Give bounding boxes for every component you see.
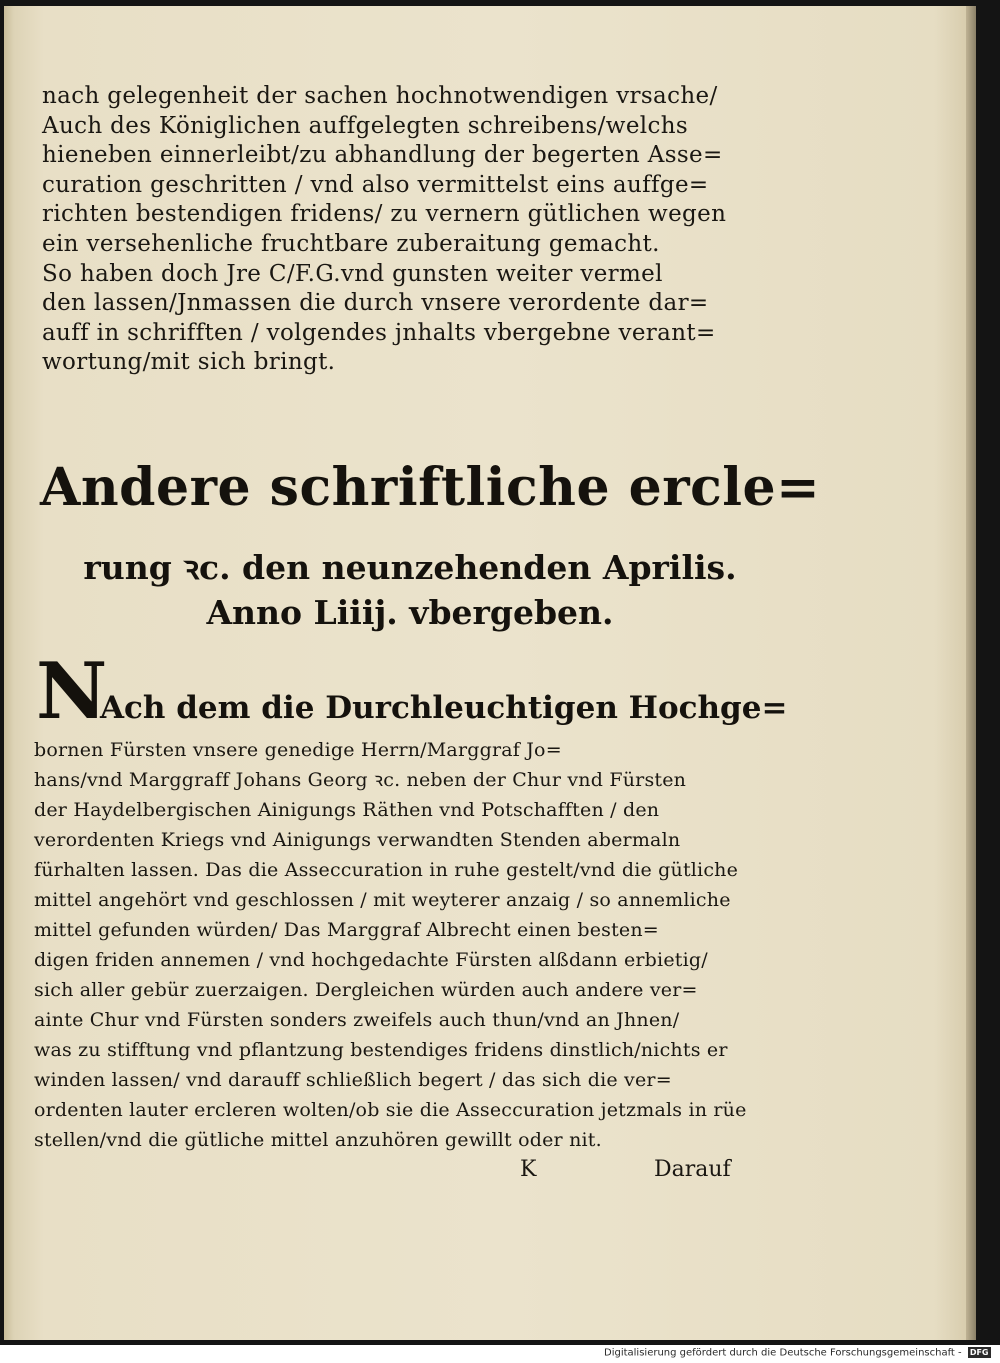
footer-text: Digitalisierung gefördert durch die Deutsche Forschungsgemeinschaft -	[604, 1347, 962, 1359]
text-line: hieneben einnerleibt/zu abhandlung der begerten Asse=	[42, 142, 723, 169]
text-line: der Haydelbergischen Ainigungs Räthen vnd Potschafften / den	[34, 799, 660, 821]
text-line: winden lassen/ vnd darauff schließlich begert / das sich die ver=	[34, 1069, 672, 1091]
signature-mark: K	[520, 1157, 537, 1182]
text-line: ainte Chur vnd Fürsten sonders zweifels auch thun/vnd an Jhnen/	[34, 1009, 680, 1031]
text-line: Auch des Königlichen auffgelegten schreibens/welchs	[42, 112, 689, 139]
text-line: verordenten Kriegs vnd Ainigungs verwandten Stenden abermaln	[34, 829, 681, 851]
text-line: bornen Fürsten vnsere genedige Herrn/Marggraf Jo=	[34, 739, 562, 761]
text-line: digen friden annemen / vnd hochgedachte Fürsten alßdann erbietig/	[34, 949, 708, 971]
text-line: richten bestendigen fridens/ zu vernern gütlichen wegen	[42, 201, 727, 228]
paragraph-2-first-line: Ach dem die Durchleuchtigen Hochge=	[100, 690, 788, 726]
text-line: wortung/mit sich bringt.	[42, 349, 336, 376]
text-line: sich aller gebür zuerzaigen. Dergleichen würden auch andere ver=	[34, 979, 698, 1001]
text-line: mittel angehört vnd geschlossen / mit weyterer anzaig / so annemliche	[34, 889, 731, 911]
paragraph-1	[42, 82, 726, 378]
text-line: nach gelegenheit der sachen hochnotwendigen vrsache/	[42, 83, 718, 109]
text-line: ein versehenliche fruchtbare zuberaitung gemacht.	[42, 230, 660, 257]
text-line: mittel gefunden würden/ Das Marggraf Albrecht einen besten=	[34, 919, 659, 941]
text-line: hans/vnd Marggraff Johans Georg ꝛc. neben der Chur vnd Fürsten	[34, 769, 687, 791]
text-line: So haben doch Jre C/F.G.vnd gunsten weiter vermel	[42, 260, 663, 287]
text-line: ordenten lauter ercleren wolten/ob sie die Asseccuration jetzmals in rüe	[34, 1099, 747, 1121]
text-line: auff in schrifften / volgendes jnhalts vbergebne verant=	[42, 319, 716, 346]
page-edge	[966, 6, 976, 1340]
drop-cap-initial: N	[36, 646, 108, 737]
funding-footer	[604, 1347, 991, 1359]
text-line: fürhalten lassen. Das die Asseccuration in ruhe gestelt/vnd die gütliche	[34, 859, 739, 881]
section-heading-line-2: rung ꝛc. den neunzehenden Aprilis.	[83, 548, 737, 587]
text-line: den lassen/Jnmassen die durch vnsere verordente dar=	[42, 290, 709, 317]
section-heading-line-1: Andere schriftliche ercle=	[40, 457, 821, 518]
section-heading-line-3: Anno Liiij. vbergeben.	[206, 593, 614, 632]
text-line: was zu stifftung vnd pflantzung bestendiges fridens dinstlich/nichts er	[34, 1039, 728, 1061]
text-line: curation geschritten / vnd also vermittelst eins auffge=	[42, 171, 709, 198]
dfg-logo[interactable]: DFG	[969, 1348, 989, 1357]
text-line: stellen/vnd die gütliche mittel anzuhören gewillt oder nit.	[34, 1129, 602, 1151]
paragraph-2	[34, 735, 747, 1155]
catchword: Darauf	[654, 1157, 731, 1182]
